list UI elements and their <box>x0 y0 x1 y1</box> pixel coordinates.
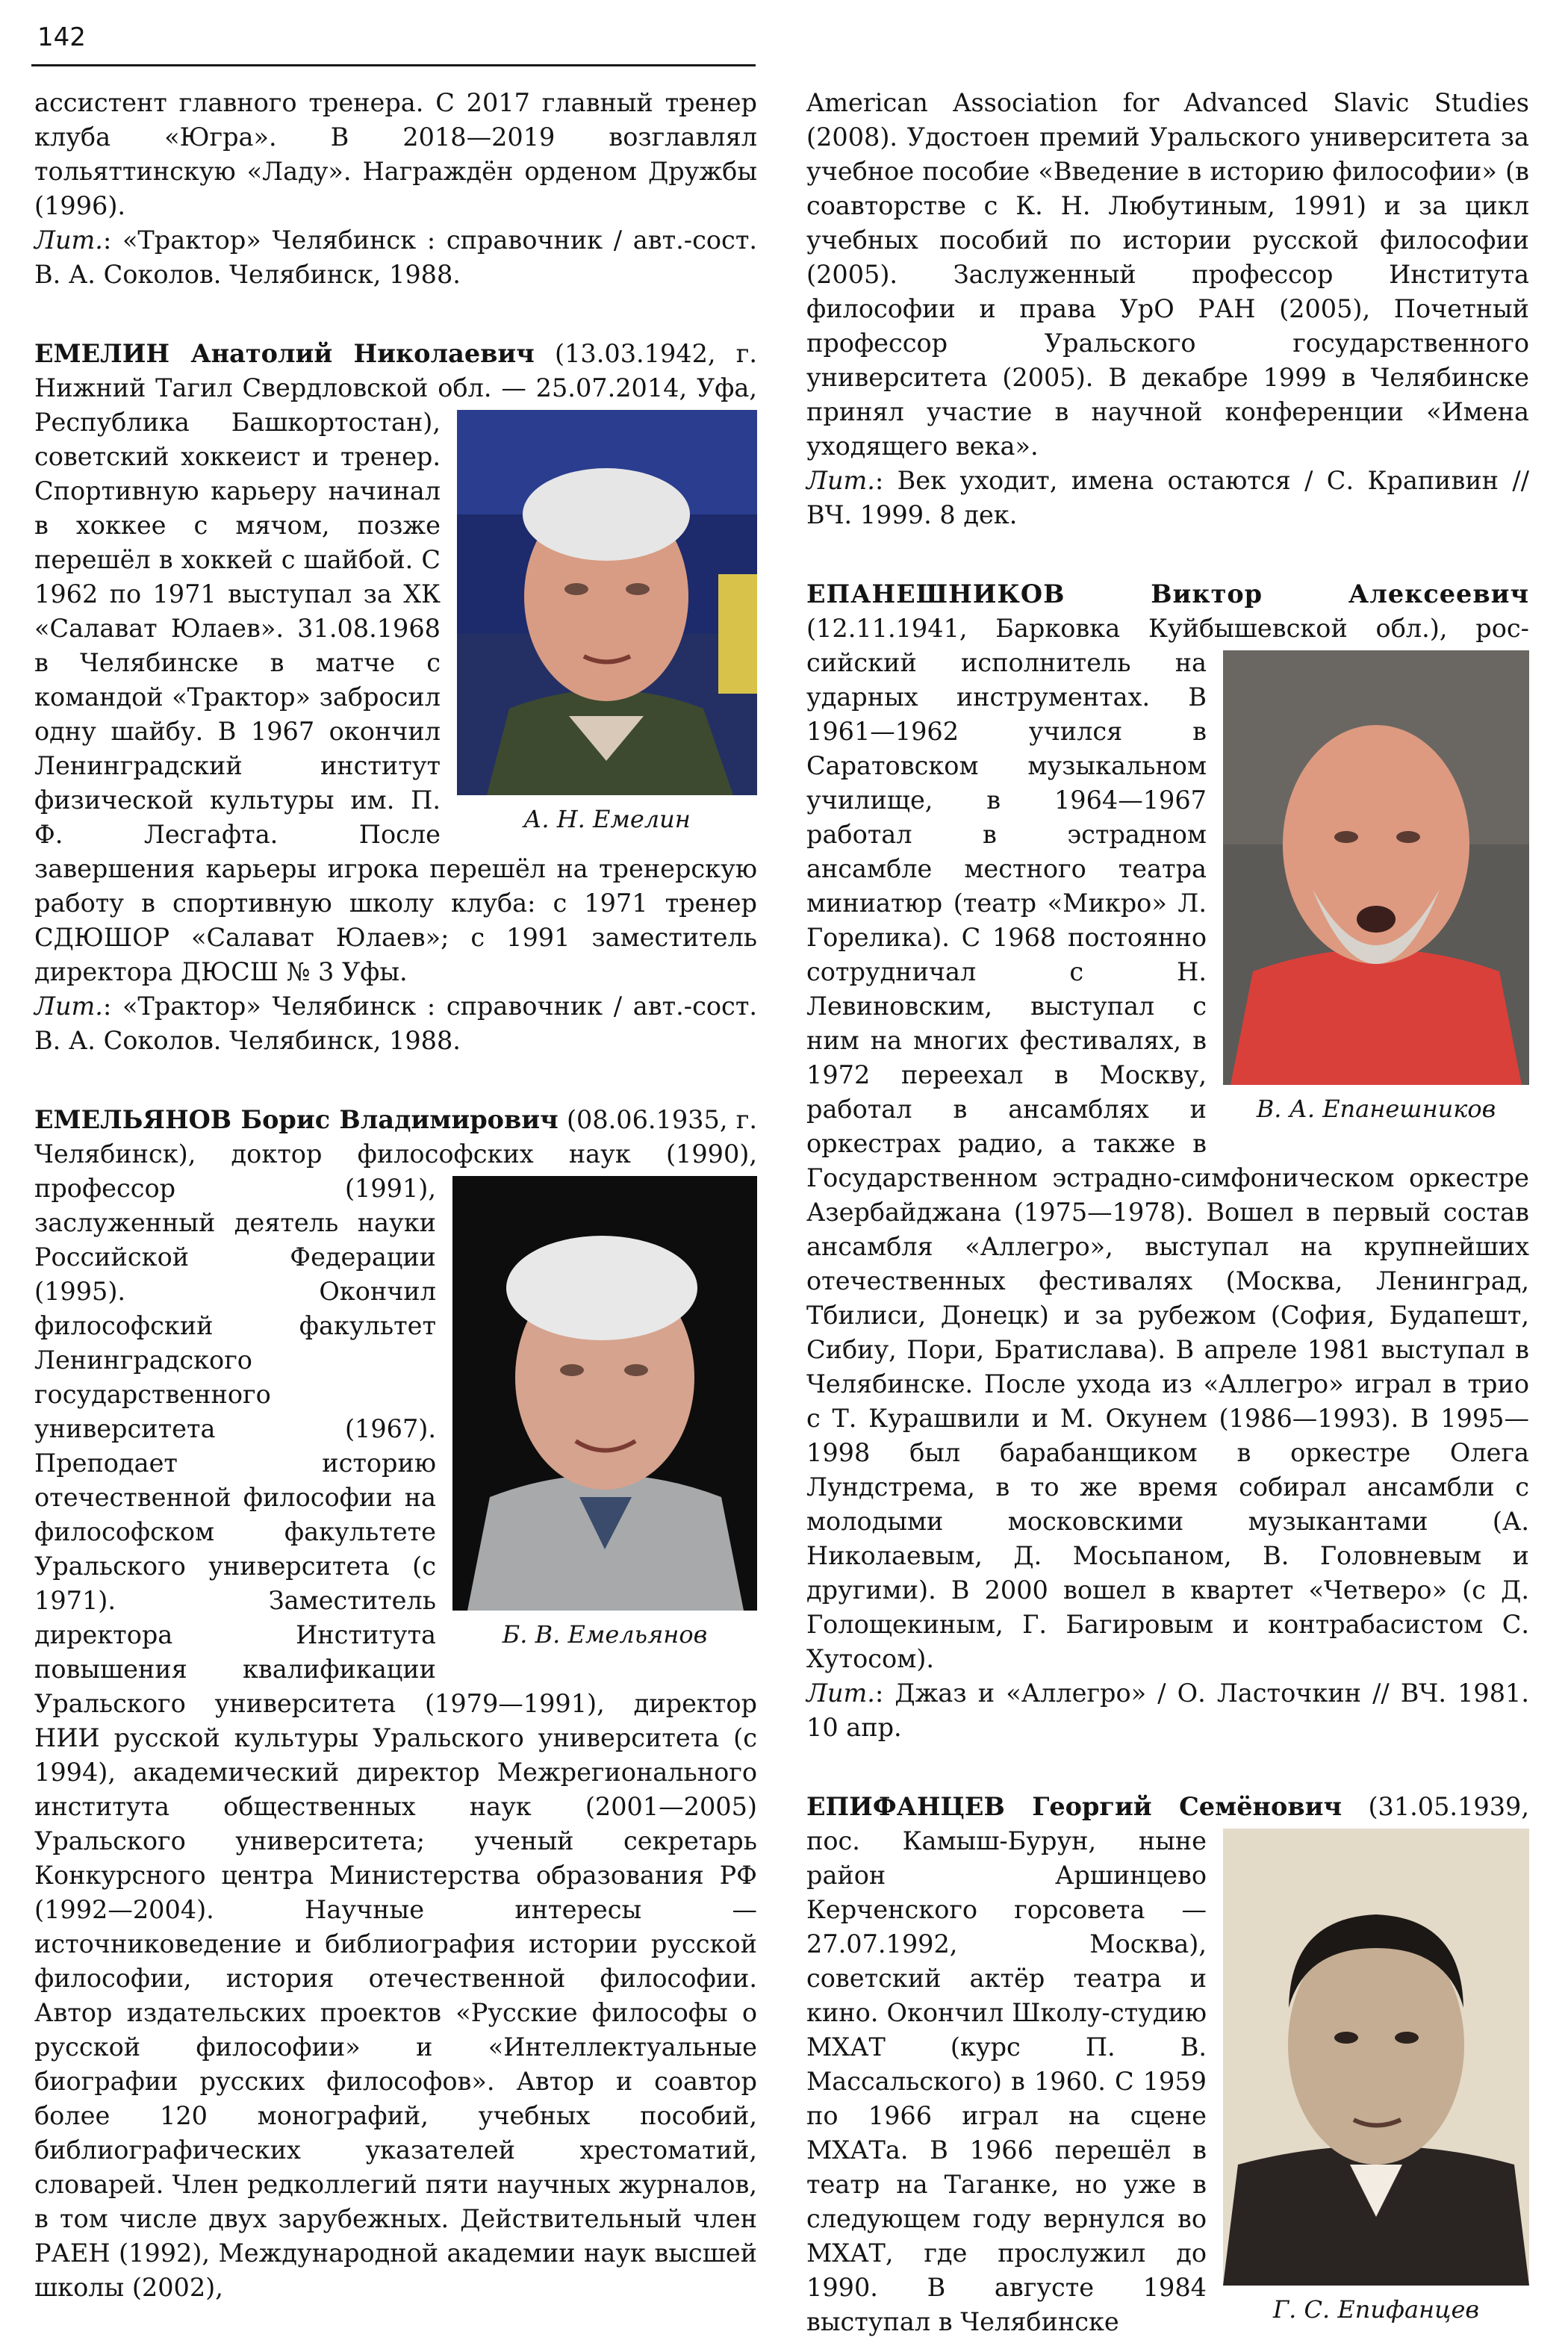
lit-label: Лит. <box>806 466 875 495</box>
header-rule <box>31 64 756 66</box>
entry-body: сийский исполнитель на ударных инструментах. В 1961—1962 учился в Саратовском музыкальном училище, в 1964—1967 работал в эстрадном ансамбле местного театра миниатюр (театр «Микро» Л. Горелика). С 1968 постоянно сотрудничал с Н. Левиновским, выступал с ним на многих фестивалях, в 1972 переехал в Москву, работал в ансамблях и оркестрах радио, а также в Государственном эстрадно-симфоническом оркестре Азербайджана (1975—1978). Вошел в первый состав ансамбля «Аллегро», выступал на крупнейших отечественных фестивалях (Москва, Ленинград, Тбилиси, Донецк) и за рубежом (София, Будапешт, Сибиу, Пори, Братислава). В апреле 1981 выступал в Челябинске. После ухода из «Аллегро» играл в трио с Т. Курашвили и М. Окунем (1986—1993). В 1995—1998 был барабанщиком в оркестре Олега Лундстрема, в то же время собирал ансамбли с молодыми московскими музыкантами (А. Николаевым, Д. Мосьпаном, В. Головневым и другими). В 2000 вошел в квартет «Четверо» (с Д. Голощекиным, Г. Багировым и контрабасистом С. Хутосом). <box>806 648 1529 1673</box>
portrait-photo <box>1223 1829 1529 2286</box>
portrait-figure <box>457 410 757 836</box>
entry-intro: (31.05.1939, <box>1342 1792 1529 1821</box>
portrait-caption: А. Н. Емелин <box>523 805 691 833</box>
literature-note <box>806 1676 1529 1745</box>
entry-text <box>34 1103 757 2305</box>
page-number: 142 <box>37 22 86 52</box>
lit-label: Лит. <box>34 992 103 1021</box>
entry-epaneshnikov <box>806 577 1529 1745</box>
lit-text: : «Трактор» Челябинск : справочник / авт.-сост. В. А. Соколов. Челябинск, 1988. <box>34 225 757 289</box>
entry-body: профессор (1991), заслуженный деятель науки Российской Федерации (1995). Окончил философский факультет Ленинградского государственного университета (1967). Преподает историю отечественной философии на философском факультете Уральского университета (с 1971). Заместитель директора Института повышения квалификации Уральского университета (1979—1991), директор НИИ русской культуры Уральского университета (с 1994), академический директор Межрегионального института общественных наук (2001—2005) Уральского университета; ученый секретарь Конкурсного центра Министерства образования РФ (1992—2004). Научные интересы — источниковедение и библиография истории русской философии, история отечественной философии. Автор издательских проектов «Русские философы о русской философии» и «Интеллектуальные биографии русских философов». Автор и соавтор более 120 монографий, учебных пособий, библиографических указателей хрестоматий, словарей. Член редколлегий пяти научных журналов, в том числе двух зарубежных. Действительный член РАЕН (1992), Международной академии наук высшей школы (2002), <box>34 1174 757 2302</box>
lit-text: : Век уходит, имена остаются / С. Крапивин // ВЧ. 1999. 8 дек. <box>806 466 1529 529</box>
portrait-caption: Г. С. Епифанцев <box>1272 2295 1480 2324</box>
entry-body: 25.07.2014, Уфа, Республика Башкортостан), советский хоккеист и тренер. Спортивную карьеру начинал в хоккее с мячом, позже перешёл в хоккей с шайбой. С 1962 по 1971 выступал за ХК «Салават Юлаев». 31.08.1968 в Челябинске в матче с командой «Трактор» забросил одну шайбу. В 1967 окончил Ленинградский институт физической культуры им. П. Ф. Лесгафта. После завершения карьеры игрока перешёл на тренерскую работу в спортивную школу клуба: с 1971 тренер СДЮШОР «Салават Юлаев»; с 1991 заместитель директора ДЮСШ № 3 Уфы. <box>34 373 758 986</box>
portrait-figure <box>1223 1829 1529 2326</box>
portrait-photo <box>1223 650 1529 1085</box>
entry-text <box>34 337 757 989</box>
entry-name: ЕМЕЛЬЯНОВ Борис Владимирович <box>34 1105 559 1134</box>
lit-text: : Джаз и «Аллегро» / О. Ласточкин // ВЧ. 1981. 10 апр. <box>806 1679 1529 1742</box>
literature-note <box>34 223 757 292</box>
portrait-caption: Б. В. Емельянов <box>502 1620 708 1649</box>
entry-emelin <box>34 337 757 1058</box>
entry-epifantsev <box>806 1790 1529 2339</box>
entry-body: пос. Камыш-Бурун, ныне район Аршинцево Керченского горсовета — 27.07.1992, Москва), советский актёр театра и кино. Окончил Школу-студию МХАТ (курс П. В. Массальского) в 1960. С 1959 по 1966 играл на сцене МХАТа. В 1966 перешёл в театр на Таганке, но уже в следующем году вернулся во МХАТ, где прослужил до 1990. В августе 1984 выступал в Челябинске <box>806 1826 1207 2336</box>
portrait-photo <box>457 410 757 795</box>
lit-label: Лит. <box>806 1679 875 1708</box>
entry-name: ЕПАНЕШНИКОВ Виктор Алексеевич <box>806 579 1529 609</box>
portrait-caption: В. А. Епанешников <box>1256 1095 1496 1123</box>
literature-note <box>806 464 1529 532</box>
lit-text: : «Трактор» Челябинск : справочник / авт.-сост. В. А. Соколов. Челябинск, 1988. <box>34 992 757 1055</box>
lit-label: Лит. <box>34 225 103 255</box>
portrait-figure <box>452 1176 757 1651</box>
entry-intro: (13.03.1942, г. Нижний Тагил Свердловской обл. — <box>34 339 757 402</box>
portrait-photo <box>452 1176 757 1611</box>
continuation-body: American Association for Advanced Slavic Studies (2008). Удостоен премий Уральского университета за учебное пособие «Введение в историю философии» (в соавторстве с К. Н. Любутиным, 1991) и за цикл учебных пособий по истории русской философии (2005). Заслуженный профессор Института философии и права УрО РАН (2005), Почетный профессор Уральского государственного университета (2005). В декабре 1999 в Челябинске принял участие в научной конференции «Имена уходящего века». <box>806 88 1529 461</box>
continuation-text <box>806 86 1529 464</box>
literature-note <box>34 989 757 1058</box>
portrait-figure <box>1223 650 1529 1125</box>
left-column <box>34 86 757 2305</box>
right-column <box>806 86 1529 2339</box>
entry-emelyanov <box>34 1103 757 2305</box>
entry-text <box>806 1790 1529 2339</box>
entry-name: ЕПИФАНЦЕВ Георгий Семёнович <box>806 1792 1343 1821</box>
entry-name: ЕМЕЛИН Анатолий Николаевич <box>34 339 535 368</box>
entry-text <box>806 577 1529 1676</box>
continuation-text <box>34 86 757 223</box>
entry-intro: (12.11.1941, Барковка Куйбышевской обл.), рос- <box>806 614 1529 643</box>
entry-intro: (08.06.1935, г. Челябинск), доктор философских наук (1990), <box>34 1105 757 1169</box>
continuation-body: ассистент главного тренера. С 2017 главный тренер клуба «Югра». В 2018—2019 возглавлял тольяттинскую «Ладу». Награждён орденом Дружбы (1996). <box>34 88 757 220</box>
